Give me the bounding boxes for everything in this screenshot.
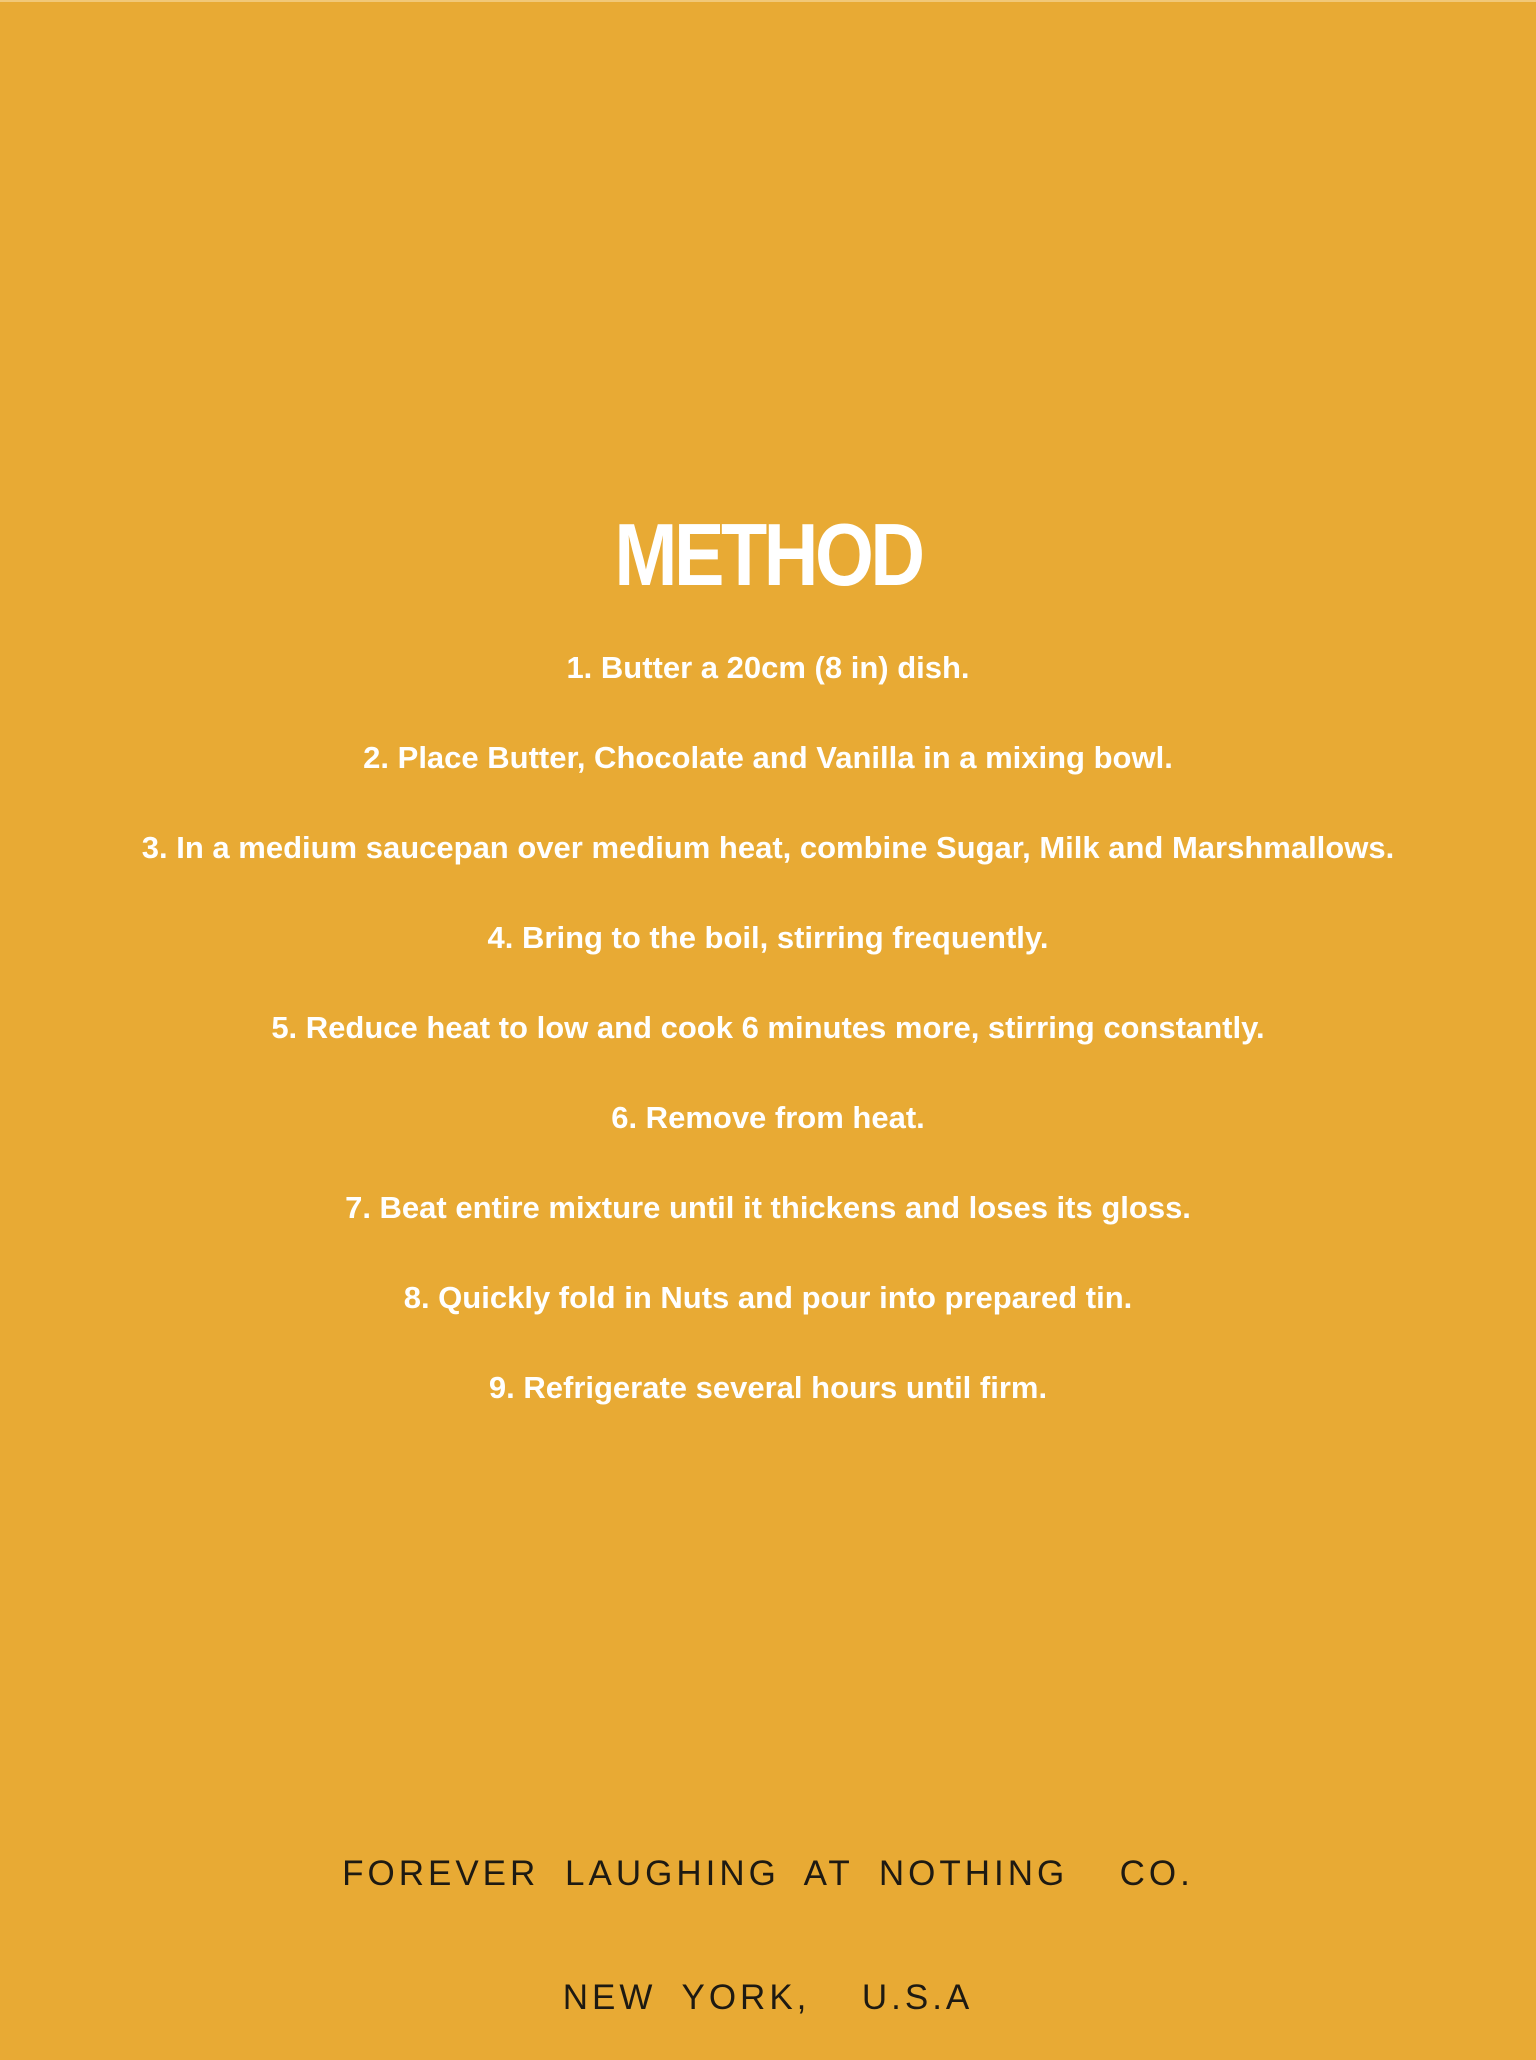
page-title: METHOD [614, 505, 922, 604]
footer [0, 1772, 1536, 2060]
method-step-4: 4. Bring to the boil, stirring frequently. [487, 920, 1049, 955]
method-step-9: 9. Refrigerate several hours until firm. [488, 1370, 1048, 1405]
method-step-3: 3. In a medium saucepan over medium heat, combine Sugar, Milk and Marshmallows. [141, 830, 1395, 865]
method-step-8: 8. Quickly fold in Nuts and pour into prepared tin. [403, 1280, 1133, 1315]
top-border-line [0, 0, 1536, 2]
method-step-5: 5. Reduce heat to low and cook 6 minutes more, stirring constantly. [271, 1010, 1265, 1045]
footer-location: NEW YORK, U.S.A [562, 1978, 974, 2017]
method-steps-list [20, 648, 1516, 1458]
method-step-2: 2. Place Butter, Chocolate and Vanilla in a mixing bowl. [363, 740, 1173, 775]
method-step-6: 6. Remove from heat. [611, 1100, 925, 1135]
method-step-1: 1. Butter a 20cm (8 in) dish. [566, 650, 970, 685]
footer-company-name: FOREVER LAUGHING AT NOTHING CO. [342, 1854, 1194, 1893]
method-step-7: 7. Beat entire mixture until it thickens and loses its gloss. [345, 1190, 1191, 1225]
